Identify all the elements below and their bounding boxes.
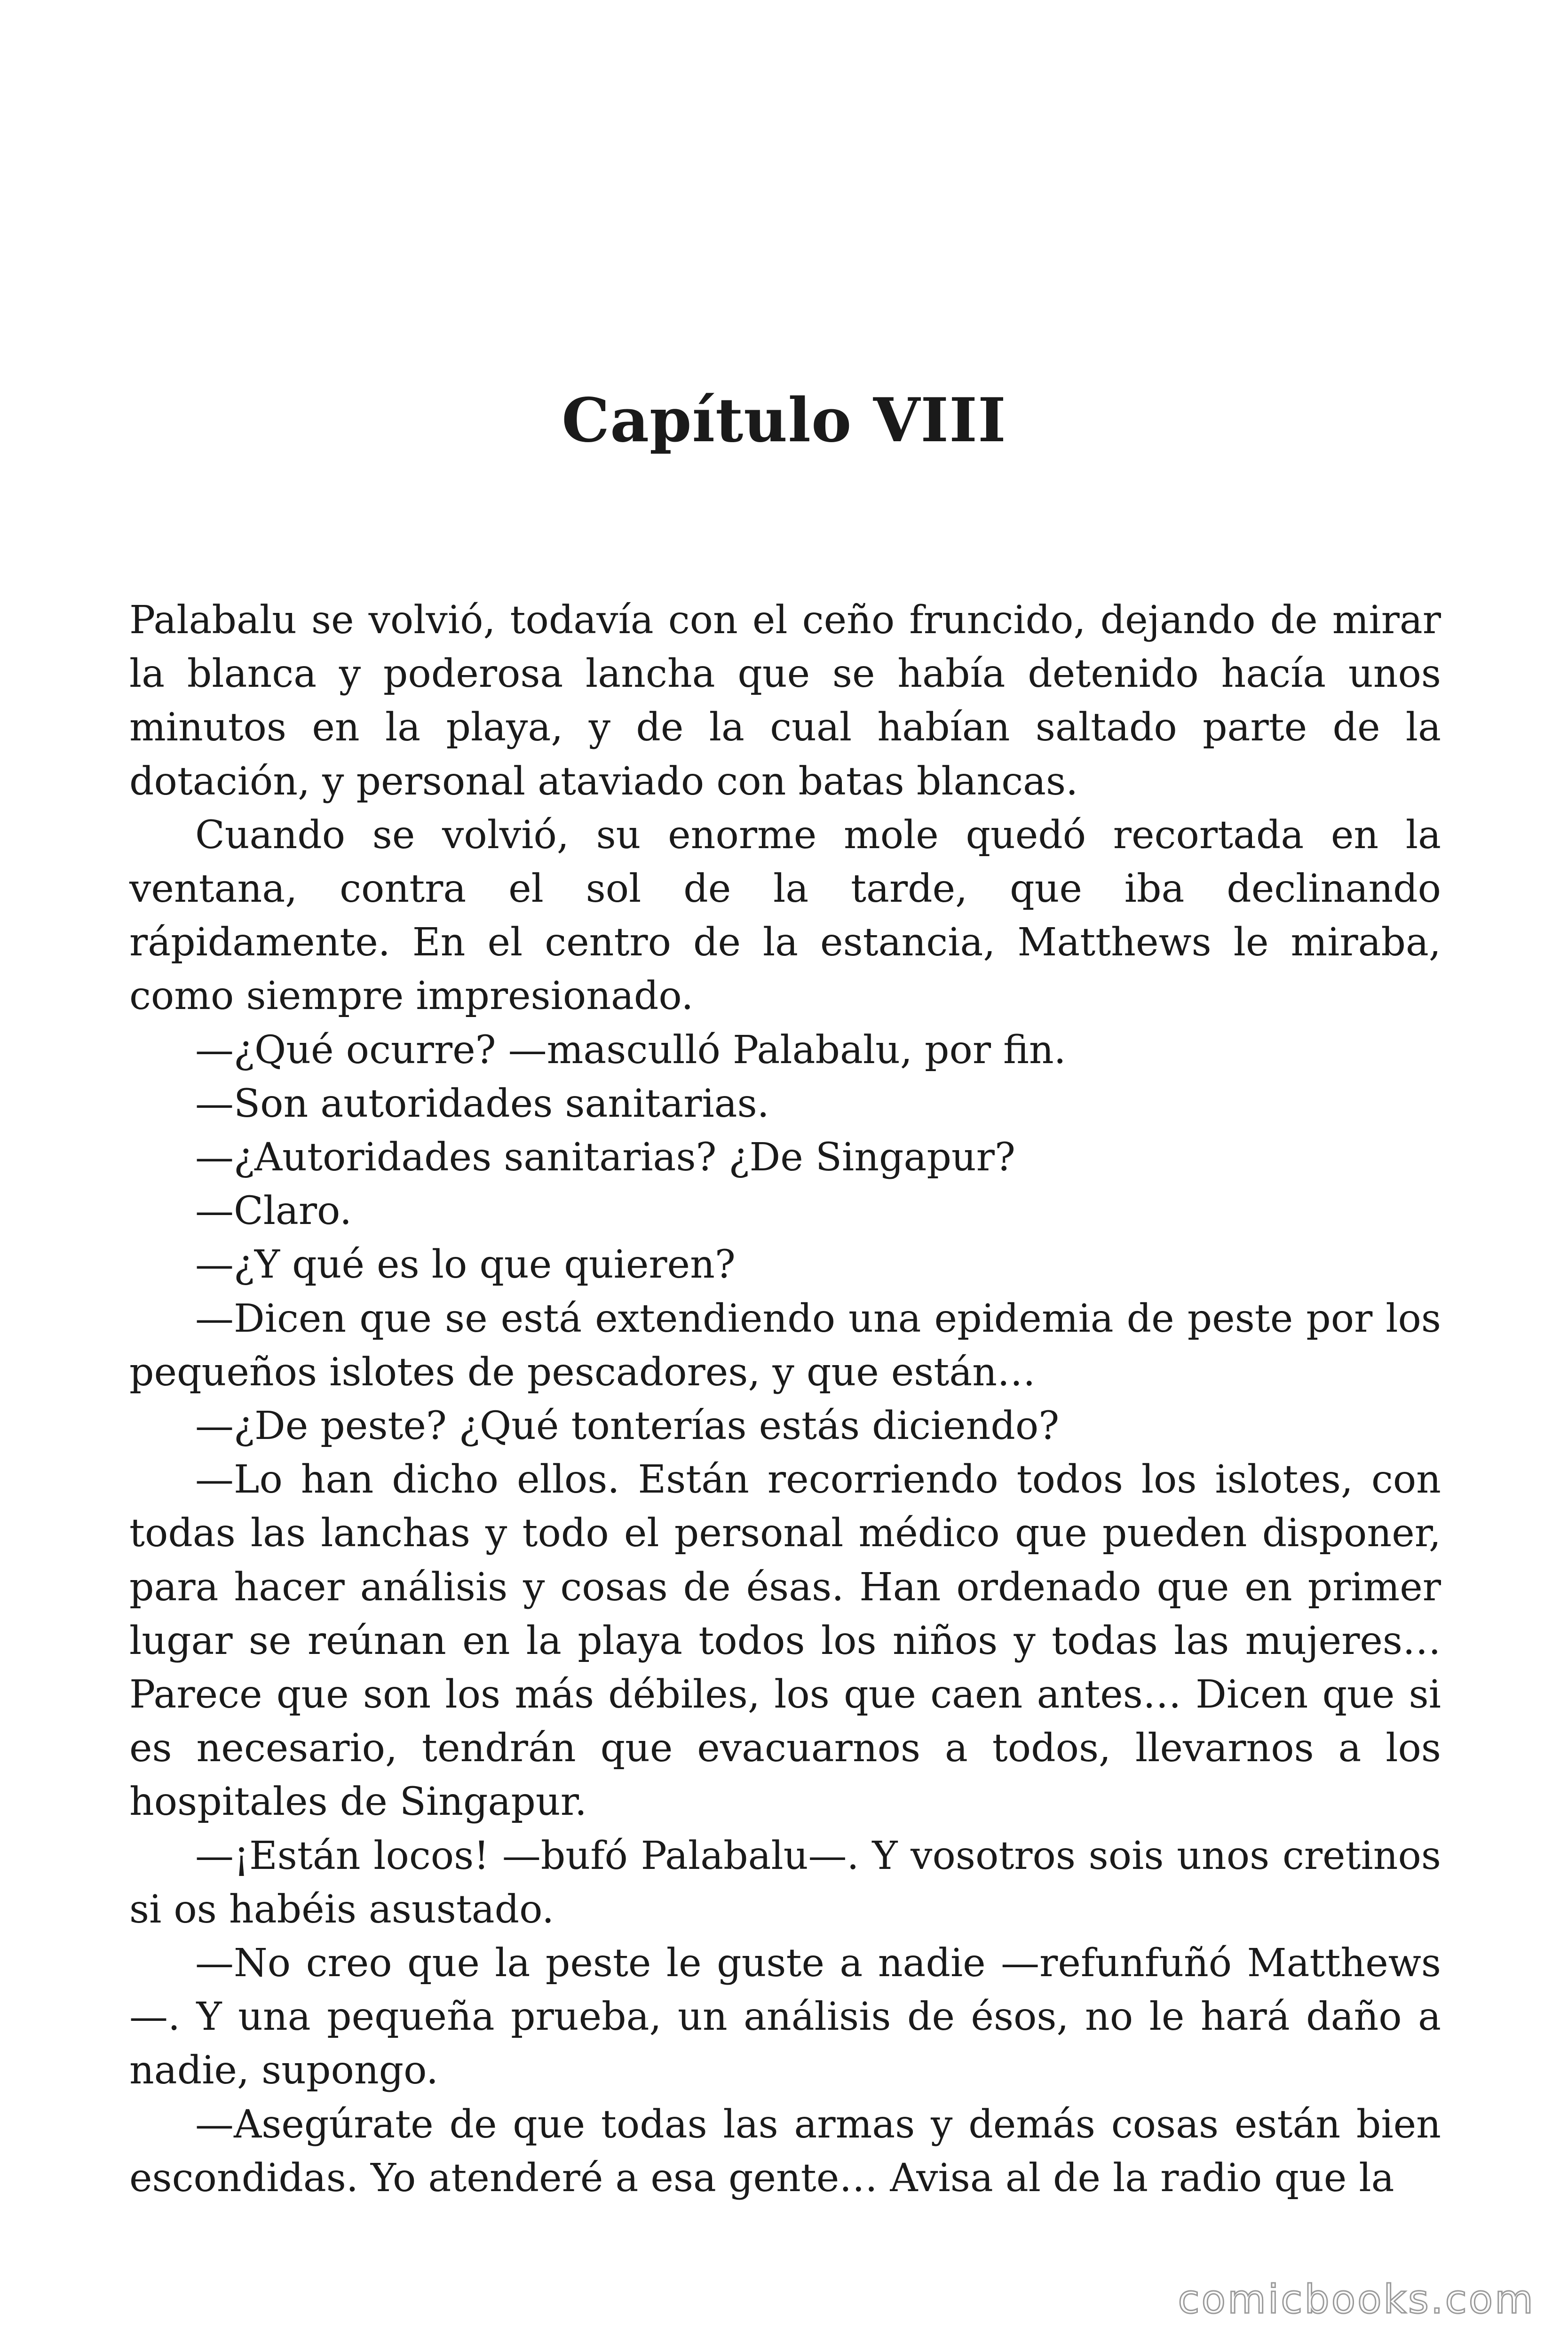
paragraph: —No creo que la peste le guste a nadie —refunfuñó Matthews—. Y una pequeña prueba, un análisis de ésos, no le hará daño a nadie, supongo. <box>129 1941 1441 2093</box>
paragraph: —¿De peste? ¿Qué tonterías estás diciendo? <box>195 1404 1060 1449</box>
paragraph: —¿Autoridades sanitarias? ¿De Singapur? <box>195 1135 1015 1180</box>
chapter-body <box>129 594 1441 2205</box>
paragraph: Cuando se volvió, su enorme mole quedó recortada en la ventana, contra el sol de la tarde, que iba declinando rápidamente. En el centro de la estancia, Matthews le miraba, como siempre impresionado. <box>129 812 1441 1019</box>
chapter-title: Capítulo VIII <box>562 385 1006 456</box>
paragraph: —Claro. <box>195 1189 352 1234</box>
paragraph: Palabalu se volvió, todavía con el ceño fruncido, dejando de mirar la blanca y poderosa lancha que se había detenido hacía unos minutos en la playa, y de la cual habían saltado parte de la dotación, y personal ataviado con batas blancas. <box>129 598 1441 804</box>
paragraph: —Asegúrate de que todas las armas y demás cosas están bien escondidas. Yo atenderé a esa gente… Avisa al de la radio que la <box>129 2102 1441 2201</box>
paragraph: —¿Qué ocurre? —masculló Palabalu, por fin. <box>195 1027 1066 1073</box>
paragraph: —Lo han dicho ellos. Están recorriendo todos los islotes, con todas las lanchas y todo el personal médico que pueden disponer, para hacer análisis y cosas de ésas. Han ordenado que en primer lugar se reúnan en la playa todos los niños y todas las mujeres… Parece que son los más débiles, los que caen antes… Dicen que si es necesario, tendrán que evacuarnos a todos, llevarnos a los hospitales de Singapur. <box>129 1457 1441 1825</box>
paragraph: —¿Y qué es lo que quieren? <box>195 1242 736 1287</box>
paragraph: —Son autoridades sanitarias. <box>195 1081 769 1126</box>
paragraph: —Dicen que se está extendiendo una epidemia de peste por los pequeños islotes de pescadores, y que están… <box>129 1296 1441 1395</box>
watermark: comicbooks.com <box>1178 2276 1535 2322</box>
paragraph: —¡Están locos! —bufó Palabalu—. Y vosotros sois unos cretinos si os habéis asustado. <box>129 1833 1441 1932</box>
